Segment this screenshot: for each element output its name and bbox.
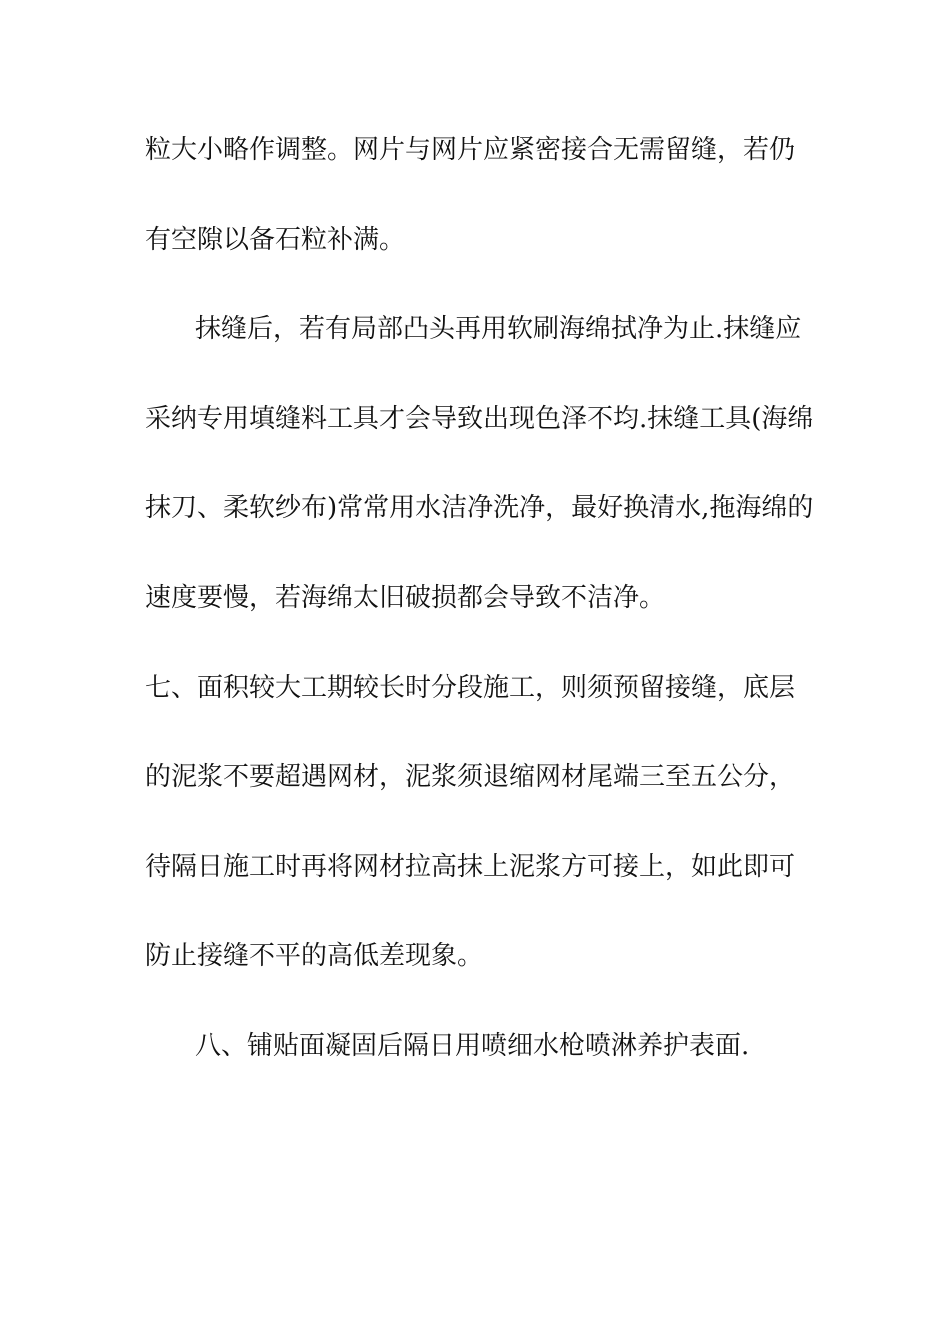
text-line-4: 采纳专用填缝料工具才会导致出现色泽不均.抹缝工具(海绵 [145,404,814,434]
text-line-5: 抹刀、柔软纱布)常常用水洁净洗净，最好换清水,拖海绵的 [145,493,814,523]
text-line-9: 待隔日施工时再将网材拉高抹上泥浆方可接上，如此即可 [145,852,796,882]
text-line-2: 有空隙以备石粒补满。 [145,225,406,255]
text-line-11: 八、铺贴面凝固后隔日用喷细水枪喷淋养护表面. [195,1031,750,1061]
text-line-7: 七、面积较大工期较长时分段施工，则须预留接缝，底层 [145,673,796,703]
text-line-3: 抹缝后，若有局部凸头再用软刷海绵拭净为止.抹缝应 [195,314,802,344]
text-line-1: 粒大小略作调整。网片与网片应紧密接合无需留缝，若仍 [145,135,796,165]
text-line-8: 的泥浆不要超遇网材，泥浆须退缩网材尾端三至五公分， [145,762,796,792]
text-line-6: 速度要慢，若海绵太旧破损都会导致不洁净。 [145,583,666,613]
text-line-10: 防止接缝不平的高低差现象。 [145,941,484,971]
